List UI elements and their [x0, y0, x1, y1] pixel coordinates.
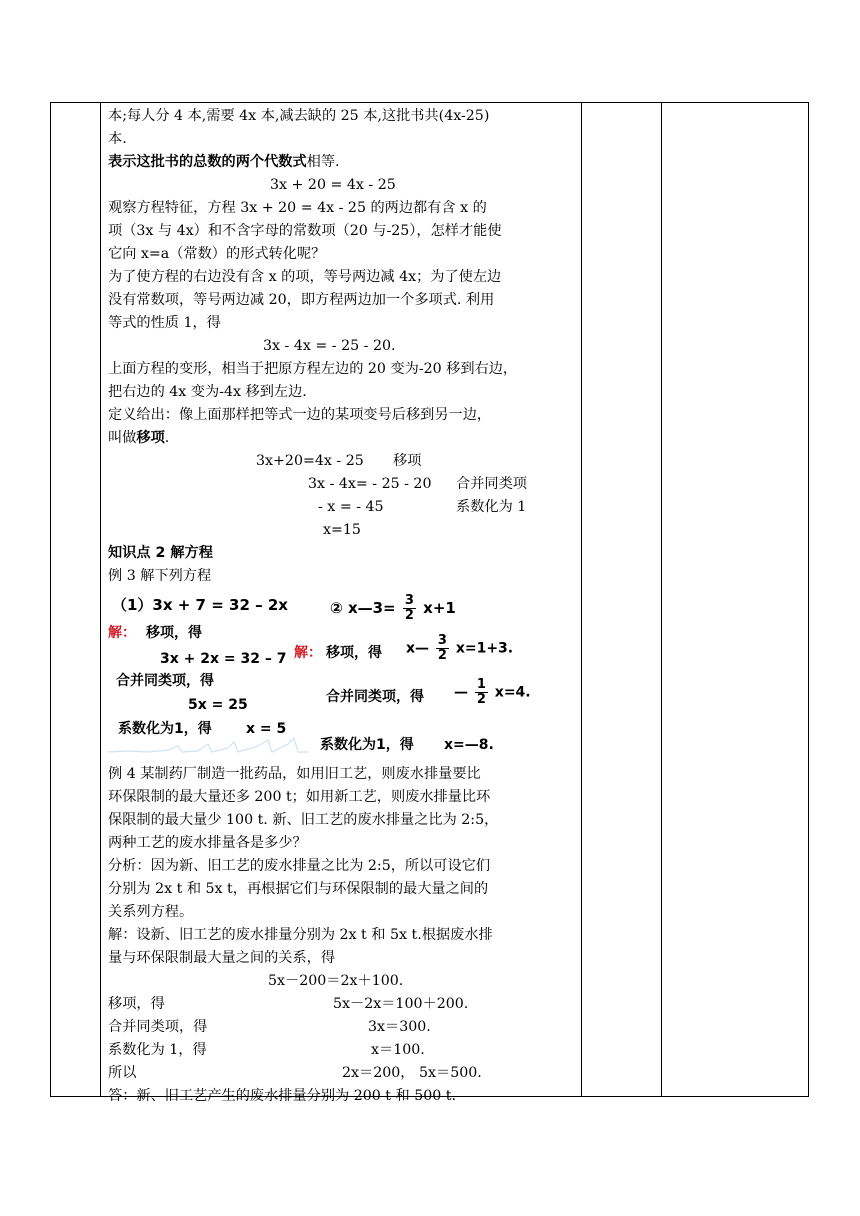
- text-line: 为了使方程的右边没有含 x 的项，等号两边减 4x；为了使左边: [108, 269, 502, 285]
- text-line: 没有常数项，等号两边减 20，即方程两边加一个多项式. 利用: [108, 292, 495, 308]
- step-line: [108, 519, 628, 542]
- example-title: 例 3 解下列方程: [108, 568, 212, 584]
- text-line: [108, 427, 628, 450]
- step-equation: 2x＝200， 5x＝500.: [342, 1065, 482, 1081]
- step-equation: x=15: [323, 522, 361, 538]
- text-line: 定义给出：像上面那样把等式一边的某项变号后移到另一边，: [108, 407, 492, 423]
- step-equation: 5x－2x＝100＋200.: [333, 996, 469, 1012]
- equation: x— $\frac{3}{2}$ x=1+3.: [406, 633, 514, 663]
- solution-image: [108, 594, 628, 759]
- column-divider: [661, 103, 662, 1096]
- step-note: 系数化为 1: [456, 499, 527, 515]
- equation-right: x+1: [423, 599, 456, 617]
- text-line: 观察方程特征，方程 3x + 20 = 4x - 25 的两边都有含 x 的: [108, 200, 487, 216]
- step-text: 移项，得: [146, 625, 202, 641]
- step-text: 系数化为1，得: [118, 721, 212, 737]
- fraction: $\frac{3}{2}$: [404, 593, 414, 623]
- equation: 3x + 2x = 32 – 7: [160, 651, 287, 667]
- text-line: 分别为 2x t 和 5x t，再根据它们与环保限制的最大量之间的: [108, 881, 489, 897]
- step-note: 合并同类项: [456, 476, 527, 492]
- step-line: [108, 1016, 628, 1039]
- step-label: 系数化为 1，得: [108, 1042, 207, 1058]
- text: 叫做: [108, 430, 137, 446]
- step-label: 合并同类项，得: [108, 1019, 208, 1035]
- text-line: 等式的性质 1，得: [108, 315, 221, 331]
- step-text: 移项，得: [326, 645, 382, 661]
- step-text: 合并同类项，得: [116, 673, 214, 689]
- text-line: 例 4 某制药厂制造一批药品，如用旧工艺，则废水排量要比: [108, 766, 481, 782]
- equation: 5x－200＝2x＋100.: [268, 973, 404, 989]
- column-divider: [100, 103, 101, 1096]
- problem-1-equation: （1）3x + 7 = 32 – 2x: [112, 596, 288, 614]
- text-line: 把右边的 4x 变为-4x 移到左边.: [108, 384, 307, 400]
- bold-text: 移项: [136, 430, 165, 446]
- lesson-content: [108, 105, 628, 1108]
- text-line: 两种工艺的废水排量各是多少？: [108, 835, 307, 851]
- text-line: 项（3x 与 4x）和不含字母的常数项（20 与-25），怎样才能使: [108, 223, 502, 239]
- text-line: 关系列方程。: [108, 904, 194, 920]
- step-equation: - x = - 45: [318, 499, 384, 515]
- step-line: [108, 496, 628, 519]
- text-line: 量与环保限制最大量之间的关系，得: [108, 950, 336, 966]
- equation: 3x - 4x = - 25 - 20.: [263, 338, 396, 354]
- step-equation: 3x - 4x= - 25 - 20: [308, 476, 432, 492]
- text-line: 解：设新、旧工艺的废水排量分别为 2x t 和 5x t.根据废水排: [108, 927, 493, 943]
- equation: x=—8.: [444, 737, 494, 753]
- step-note: 移项: [393, 453, 422, 469]
- step-text: 合并同类项，得: [326, 689, 424, 705]
- text: 相等.: [306, 154, 340, 170]
- lesson-table: [50, 102, 809, 1104]
- text-line: 分析：因为新、旧工艺的废水排量之比为 2:5，所以可设它们: [108, 858, 491, 874]
- step-line: [108, 473, 628, 496]
- section-heading: 知识点 2 解方程: [108, 545, 213, 561]
- decorative-skyline: [108, 736, 308, 758]
- step-equation: x＝100.: [371, 1042, 425, 1058]
- step-label: 所以: [108, 1065, 137, 1081]
- equation: x = 5: [246, 721, 287, 737]
- step-line: [108, 1039, 628, 1062]
- equation-left: x—3=: [347, 599, 396, 617]
- text-line: 保限制的最大量少 100 t. 新、旧工艺的废水排量之比为 2:5，: [108, 812, 499, 828]
- step-equation: 3x＝300.: [368, 1019, 431, 1035]
- step-line: [108, 1062, 628, 1085]
- text-line: 环保限制的最大量还多 200 t；如用新工艺，则废水排量比环: [108, 789, 491, 805]
- text-line: [108, 151, 628, 174]
- step-label: 移项，得: [108, 996, 165, 1012]
- equation: 5x = 25: [188, 697, 248, 713]
- step-line: [108, 993, 628, 1016]
- text-line: 上面方程的变形，相当于把原方程左边的 20 变为-20 移到右边，: [108, 361, 518, 377]
- problem-2-equation: [330, 594, 456, 623]
- equation: 3x + 20 = 4x - 25: [270, 177, 396, 193]
- text-line: 本.: [108, 131, 127, 147]
- step-text: 系数化为1，得: [320, 737, 414, 753]
- step-equation: 3x+20=4x - 25: [256, 453, 364, 469]
- fraction: $\frac{3}{2}$: [437, 633, 447, 663]
- text: .: [164, 430, 170, 446]
- solution-label: 解：: [108, 625, 136, 641]
- fraction: $\frac{1}{2}$: [476, 677, 486, 707]
- problem-label: ②: [330, 599, 343, 617]
- equation: — $\frac{1}{2}$ x=4.: [454, 677, 531, 707]
- step-line: [108, 450, 628, 473]
- text-line: 本;每人分 4 本,需要 4x 本,减去缺的 25 本,这批书共(4x-25): [108, 108, 490, 124]
- text-line: 答：新、旧工艺产生的废水排量分别为 200 t 和 500 t.: [108, 1088, 456, 1104]
- bold-text: 表示这批书的总数的两个代数式: [108, 154, 307, 170]
- text-line: 它向 x=a（常数）的形式转化呢？: [108, 246, 326, 262]
- solution-label: 解：: [294, 645, 322, 661]
